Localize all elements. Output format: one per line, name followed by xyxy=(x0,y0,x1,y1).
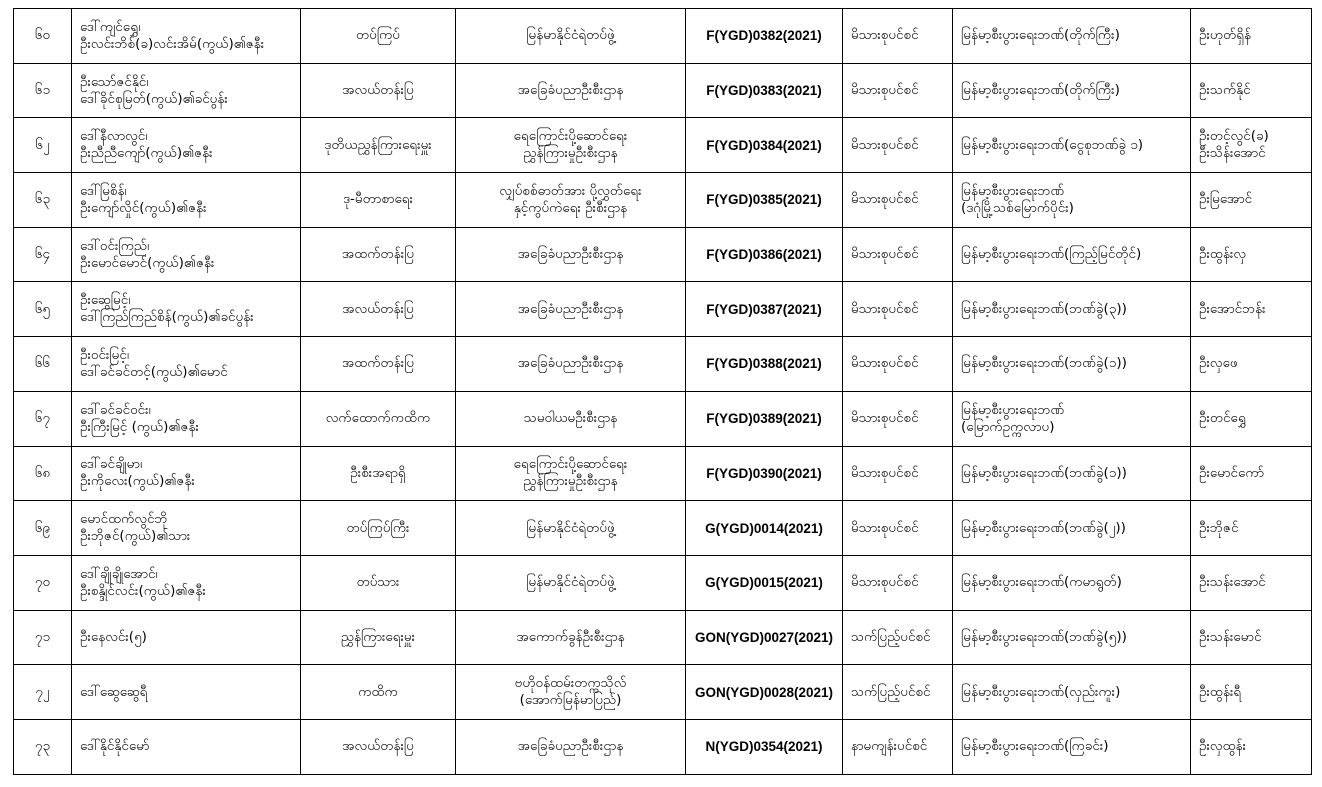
pensioner-name-line: ဦးဆွေမြင့်၊ xyxy=(80,292,131,309)
head-of-office-line: ဦးသန်းအောင် xyxy=(1199,574,1266,591)
head-of-office-line: ဦးတင့်လွင်(ခ) xyxy=(1199,128,1269,145)
department-cell xyxy=(456,9,686,64)
department-cell xyxy=(456,610,686,665)
rank-line: အလယ်တန်းပြ xyxy=(342,738,414,755)
rank-cell xyxy=(301,337,456,392)
pensioner-name-line: ဒေါ်ခင်ခင်ဝင်း၊ xyxy=(80,401,151,418)
pension-type-cell: မိသားစုပင်စင် xyxy=(843,555,953,610)
pension-code-cell: G(YGD)0014(2021) xyxy=(686,501,843,556)
bank-branch-cell xyxy=(953,337,1191,392)
department-cell xyxy=(456,173,686,228)
table-row xyxy=(14,227,1312,282)
table-row xyxy=(14,501,1312,556)
head-of-office-line: ဦးထွန်းရီ xyxy=(1199,683,1242,700)
pensioner-name-cell xyxy=(72,501,301,556)
rank-cell xyxy=(301,665,456,720)
rank-cell xyxy=(301,227,456,282)
head-of-office-cell xyxy=(1191,610,1312,665)
bank-branch-line: မြန်မာ့စီးပွားရေးဘဏ်(ဘဏ်ခွဲ(၁)) xyxy=(961,464,1127,481)
bank-branch-line: (မြောက်ဥက္ကလာပ) xyxy=(961,418,1055,435)
bank-branch-cell xyxy=(953,227,1191,282)
pensioner-name-cell xyxy=(72,63,301,118)
bank-branch-cell xyxy=(953,118,1191,173)
rank-line: ဒု-မီတာစာရေး xyxy=(343,191,413,208)
bank-branch-line: မြန်မာ့စီးပွားရေးဘဏ်(ကြခင်း) xyxy=(961,738,1109,755)
pensioner-name-line: ဦးလင်းဘိစ်(ခ)လင်းအိမ်(ကွယ်)၏ဇနီး xyxy=(80,35,265,52)
department-line: လျှပ်စစ်ဓာတ်အား ပို့လွှတ်ရေး xyxy=(499,182,642,199)
head-of-office-line: ဦးအောင်ဘန်း xyxy=(1199,300,1266,317)
pension-type-cell: မိသားစုပင်စင် xyxy=(843,282,953,337)
row-number-cell: ၆၄ xyxy=(14,227,72,282)
department-line: မြန်မာနိုင်ငံရဲတပ်ဖွဲ့ xyxy=(526,519,615,536)
pension-type-cell: မိသားစုပင်စင် xyxy=(843,391,953,446)
rank-line: တပ်ကြပ် xyxy=(355,27,401,44)
pensioner-name-cell xyxy=(72,391,301,446)
department-line: ညွှန်ကြားမှုဦးစီးဌာန xyxy=(523,145,618,162)
pension-code-cell: F(YGD)0386(2021) xyxy=(686,227,843,282)
bank-branch-cell xyxy=(953,665,1191,720)
pensioner-name-line: ဦးကြီးမြင့် (ကွယ်)၏ဇနီး xyxy=(80,418,199,435)
head-of-office-line: ဦးမြအောင် xyxy=(1199,191,1253,208)
rank-cell xyxy=(301,391,456,446)
bank-branch-line: မြန်မာ့စီးပွားရေးဘဏ်(ဘဏ်ခွဲ(၅)) xyxy=(961,628,1127,645)
department-line: မြန်မာနိုင်ငံရဲတပ်ဖွဲ့ xyxy=(526,27,615,44)
pension-type-cell: မိသားစုပင်စင် xyxy=(843,227,953,282)
pension-code-cell: F(YGD)0385(2021) xyxy=(686,173,843,228)
pensioner-name-cell xyxy=(72,173,301,228)
bank-branch-cell xyxy=(953,719,1191,774)
pension-code-cell: F(YGD)0390(2021) xyxy=(686,446,843,501)
row-number-cell: ၆၁ xyxy=(14,63,72,118)
rank-cell xyxy=(301,610,456,665)
head-of-office-line: ဦးသိန်းအောင် xyxy=(1199,145,1266,162)
table-row xyxy=(14,173,1312,228)
pension-code-cell: F(YGD)0382(2021) xyxy=(686,9,843,64)
head-of-office-cell xyxy=(1191,555,1312,610)
head-of-office-cell xyxy=(1191,501,1312,556)
row-number-cell: ၇၃ xyxy=(14,719,72,774)
table-row xyxy=(14,9,1312,64)
row-number-cell: ၇၂ xyxy=(14,665,72,720)
pensioner-name-line: ဦးသော်ဇင်နိုင်၊ xyxy=(80,73,149,90)
pensioner-name-cell xyxy=(72,9,301,64)
head-of-office-line: ဦးသက်နိုင် xyxy=(1199,82,1251,99)
pensioner-name-line: ဒေါ်ဆွေဆွေရီ xyxy=(80,683,148,700)
table-row xyxy=(14,118,1312,173)
row-number-cell: ၆၈ xyxy=(14,446,72,501)
head-of-office-line: ဦးလှဖေ xyxy=(1199,355,1238,372)
department-line: အခြေခံပညာဦးစီးဌာန xyxy=(517,82,624,99)
bank-branch-line: မြန်မာ့စီးပွားရေးဘဏ်(ဘဏ်ခွဲ(၁)) xyxy=(961,355,1127,372)
row-number-cell: ၆၀ xyxy=(14,9,72,64)
bank-branch-line: (ဒဂုံမြို့သစ်မြောက်ပိုင်း) xyxy=(961,199,1074,216)
pensioner-name-line: မောင်ထက်လွင်ဘို xyxy=(80,511,168,528)
table-row xyxy=(14,63,1312,118)
department-cell xyxy=(456,282,686,337)
pension-code-cell: N(YGD)0354(2021) xyxy=(686,719,843,774)
bank-branch-line: မြန်မာ့စီးပွားရေးဘဏ် xyxy=(961,182,1065,199)
rank-cell xyxy=(301,501,456,556)
head-of-office-line: ဦးထွန်းလှ xyxy=(1199,246,1247,263)
table-row xyxy=(14,282,1312,337)
department-line: အကောက်ခွန်ဦးစီးဌာန xyxy=(516,628,625,645)
pensioner-name-line: ဒေါ်ချိုချိုအောင်၊ xyxy=(80,565,158,582)
rank-cell xyxy=(301,555,456,610)
department-line: ဗဟိုဝန်ထမ်းတက္ကသိုလ် xyxy=(514,675,627,692)
head-of-office-line: ဦးဘိုဇင် xyxy=(1199,519,1239,536)
rank-cell xyxy=(301,9,456,64)
head-of-office-line: ဦးမောင်ကော် xyxy=(1199,464,1265,481)
pension-type-cell: သက်ပြည့်ပင်စင် xyxy=(843,665,953,720)
rank-line: အထက်တန်းပြ xyxy=(341,246,415,263)
pensioner-name-line: ဒေါ်ဝင်းကြည်၊ xyxy=(80,237,150,254)
rank-line: အလယ်တန်းပြ xyxy=(342,300,414,317)
pensioner-name-cell xyxy=(72,610,301,665)
bank-branch-cell xyxy=(953,63,1191,118)
bank-branch-line: မြန်မာ့စီးပွားရေးဘဏ်(ငွေစုဘဏ်ခွဲ ၁) xyxy=(961,136,1144,153)
department-line: (အောက်မြန်မာပြည်) xyxy=(519,692,622,709)
pension-type-cell: မိသားစုပင်စင် xyxy=(843,9,953,64)
rank-line: ညွှန်ကြားရေးမှူး xyxy=(340,628,416,645)
pensioner-name-line: ဒေါ်ခိုင်စုမြတ်(ကွယ်)၏ခင်ပွန်း xyxy=(80,90,228,107)
table-row xyxy=(14,446,1312,501)
department-cell xyxy=(456,446,686,501)
department-cell xyxy=(456,391,686,446)
department-cell xyxy=(456,665,686,720)
rank-line: တပ်ကြပ်ကြီး xyxy=(346,519,410,536)
row-number-cell: ၆၅ xyxy=(14,282,72,337)
rank-line: အထက်တန်းပြ xyxy=(341,355,415,372)
row-number-cell: ၇၁ xyxy=(14,610,72,665)
pensioner-name-line: ဦးကိုလေး(ကွယ်)၏ဇနီး xyxy=(80,473,195,490)
pensioner-name-line: ဦးဘိုဇင်(ကွယ်)၏သား xyxy=(80,528,191,545)
pensioner-name-line: ဦးနေလင်း(၅) xyxy=(80,628,147,645)
department-line: နှင့်ကွပ်ကဲရေး ဦးစီးဌာန xyxy=(513,199,628,216)
department-cell xyxy=(456,719,686,774)
head-of-office-cell xyxy=(1191,9,1312,64)
pensioner-name-cell xyxy=(72,665,301,720)
department-line: အခြေခံပညာဦးစီးဌာန xyxy=(517,246,624,263)
pension-type-cell: မိသားစုပင်စင် xyxy=(843,63,953,118)
pensioner-name-cell xyxy=(72,337,301,392)
pension-type-cell: မိသားစုပင်စင် xyxy=(843,446,953,501)
head-of-office-cell xyxy=(1191,391,1312,446)
pension-type-cell: မိသားစုပင်စင် xyxy=(843,173,953,228)
head-of-office-cell xyxy=(1191,719,1312,774)
pension-code-cell: G(YGD)0015(2021) xyxy=(686,555,843,610)
head-of-office-cell xyxy=(1191,173,1312,228)
head-of-office-line: ဦးလှထွန်း xyxy=(1199,738,1247,755)
pensioner-name-line: ဒေါ်ခင်ချိုမာ၊ xyxy=(80,456,143,473)
pension-type-cell: မိသားစုပင်စင် xyxy=(843,337,953,392)
department-line: အခြေခံပညာဦးစီးဌာန xyxy=(517,738,624,755)
department-cell xyxy=(456,501,686,556)
pensioner-name-cell xyxy=(72,555,301,610)
pensioner-name-line: ဒေါ်မြစိန်၊ xyxy=(80,182,127,199)
department-cell xyxy=(456,555,686,610)
rank-cell xyxy=(301,446,456,501)
pension-code-cell: F(YGD)0383(2021) xyxy=(686,63,843,118)
row-number-cell: ၆၂ xyxy=(14,118,72,173)
pensioner-name-line: ဦးဝင်းမြင့်၊ xyxy=(80,346,130,363)
pensioner-name-cell xyxy=(72,282,301,337)
rank-cell xyxy=(301,63,456,118)
bank-branch-line: မြန်မာ့စီးပွားရေးဘဏ်(တိုက်ကြီး) xyxy=(961,82,1120,99)
pensioner-name-cell xyxy=(72,118,301,173)
head-of-office-cell xyxy=(1191,118,1312,173)
head-of-office-cell xyxy=(1191,282,1312,337)
pensioner-name-line: ဒေါ်ကြည်ကြည်စိန်(ကွယ်)၏ခင်ပွန်း xyxy=(80,309,254,326)
department-cell xyxy=(456,118,686,173)
table-row xyxy=(14,337,1312,392)
head-of-office-line: ဦးဟုတ်ရှိန် xyxy=(1199,27,1252,44)
department-line: မြန်မာနိုင်ငံရဲတပ်ဖွဲ့ xyxy=(526,574,615,591)
bank-branch-line: မြန်မာ့စီးပွားရေးဘဏ် xyxy=(961,401,1065,418)
row-number-cell: ၇၀ xyxy=(14,555,72,610)
head-of-office-cell xyxy=(1191,665,1312,720)
department-line: ရေကြောင်းပို့ဆောင်ရေး xyxy=(513,456,628,473)
bank-branch-line: မြန်မာ့စီးပွားရေးဘဏ်(ကမာရွတ်) xyxy=(961,574,1122,591)
pension-code-cell: F(YGD)0388(2021) xyxy=(686,337,843,392)
rank-line: ကထိက xyxy=(358,683,398,700)
table-row xyxy=(14,610,1312,665)
department-cell xyxy=(456,227,686,282)
bank-branch-cell xyxy=(953,555,1191,610)
pension-type-cell: မိသားစုပင်စင် xyxy=(843,118,953,173)
pension-code-cell: GON(YGD)0027(2021) xyxy=(686,610,843,665)
pension-code-cell: F(YGD)0389(2021) xyxy=(686,391,843,446)
pensioner-name-cell xyxy=(72,227,301,282)
pension-code-cell: GON(YGD)0028(2021) xyxy=(686,665,843,720)
rank-cell xyxy=(301,173,456,228)
table-row xyxy=(14,665,1312,720)
pensioner-name-cell xyxy=(72,719,301,774)
department-line: အခြေခံပညာဦးစီးဌာန xyxy=(517,300,624,317)
row-number-cell: ၆၆ xyxy=(14,337,72,392)
rank-line: အလယ်တန်းပြ xyxy=(342,82,414,99)
department-cell xyxy=(456,337,686,392)
bank-branch-cell xyxy=(953,501,1191,556)
head-of-office-cell xyxy=(1191,227,1312,282)
bank-branch-cell xyxy=(953,391,1191,446)
pension-code-cell: F(YGD)0387(2021) xyxy=(686,282,843,337)
pensioner-name-line: ဒေါ်ခင်ခင်တင့်(ကွယ်)၏မောင် xyxy=(80,363,228,380)
pension-type-cell: သက်ပြည့်ပင်စင် xyxy=(843,610,953,665)
row-number-cell: ၆၉ xyxy=(14,501,72,556)
head-of-office-line: ဦးသန်းမောင် xyxy=(1199,628,1262,645)
row-number-cell: ၆၇ xyxy=(14,391,72,446)
bank-branch-line: မြန်မာ့စီးပွားရေးဘဏ်(ဘဏ်ခွဲ(၃)) xyxy=(961,300,1127,317)
bank-branch-line: မြန်မာ့စီးပွားရေးဘဏ်(တိုက်ကြီး) xyxy=(961,27,1120,44)
table-row xyxy=(14,719,1312,774)
pensioner-name-line: ဦးကျော်လှိုင်(ကွယ်)၏ဇနီး xyxy=(80,199,207,216)
pensioner-name-line: ဦးညီညီကျော်(ကွယ်)၏ဇနီး xyxy=(80,145,213,162)
pension-type-cell: မိသားစုပင်စင် xyxy=(843,501,953,556)
pension-code-cell: F(YGD)0384(2021) xyxy=(686,118,843,173)
head-of-office-line: ဦးတင်ရွှေ xyxy=(1199,410,1246,427)
pensioner-name-line: ဒေါ်နီလာလွင်၊ xyxy=(80,128,148,145)
department-line: ညွှန်ကြားမှုဦးစီးဌာန xyxy=(523,473,618,490)
rank-line: တပ်သား xyxy=(356,574,400,591)
table-body xyxy=(14,9,1312,775)
pensioner-name-line: ဦးစန္ဒိုင်လင်း(ကွယ်)၏ဇနီး xyxy=(80,582,206,599)
pension-type-cell: နာမကျန်းပင်စင် xyxy=(843,719,953,774)
bank-branch-cell xyxy=(953,610,1191,665)
pensioner-name-line: ဒေါ်ကျင်ရွှေ၊ xyxy=(80,18,141,35)
pensioner-name-line: ဦးမောင်မောင်(ကွယ်)၏ဇနီး xyxy=(80,254,215,271)
bank-branch-cell xyxy=(953,173,1191,228)
rank-line: ဒုတိယညွှန်ကြားရေးမှူး xyxy=(324,136,432,153)
bank-branch-cell xyxy=(953,282,1191,337)
department-cell xyxy=(456,63,686,118)
table-row xyxy=(14,391,1312,446)
pensioner-name-line: ဒေါ်နိုင်နိုင်မော် xyxy=(80,738,150,755)
rank-line: ဦးစီးအရာရှိ xyxy=(350,464,406,481)
head-of-office-cell xyxy=(1191,337,1312,392)
pension-table xyxy=(13,8,1312,775)
table-row xyxy=(14,555,1312,610)
department-line: ရေကြောင်းပို့ဆောင်ရေး xyxy=(513,128,628,145)
head-of-office-cell xyxy=(1191,446,1312,501)
row-number-cell: ၆၃ xyxy=(14,173,72,228)
rank-line: လက်ထောက်ကထိက xyxy=(325,410,431,427)
rank-cell xyxy=(301,118,456,173)
head-of-office-cell xyxy=(1191,63,1312,118)
rank-cell xyxy=(301,719,456,774)
rank-cell xyxy=(301,282,456,337)
pensioner-name-cell xyxy=(72,446,301,501)
bank-branch-cell xyxy=(953,446,1191,501)
bank-branch-line: မြန်မာ့စီးပွားရေးဘဏ်(ကြည့်မြင်တိုင်) xyxy=(961,246,1142,263)
bank-branch-line: မြန်မာ့စီးပွားရေးဘဏ်(ဘဏ်ခွဲ(၂)) xyxy=(961,519,1126,536)
bank-branch-cell xyxy=(953,9,1191,64)
department-line: အခြေခံပညာဦးစီးဌာန xyxy=(517,355,624,372)
department-line: သမဝါယမဦးစီးဌာန xyxy=(523,410,618,427)
bank-branch-line: မြန်မာ့စီးပွားရေးဘဏ်(လှည်းကူး) xyxy=(961,683,1121,700)
